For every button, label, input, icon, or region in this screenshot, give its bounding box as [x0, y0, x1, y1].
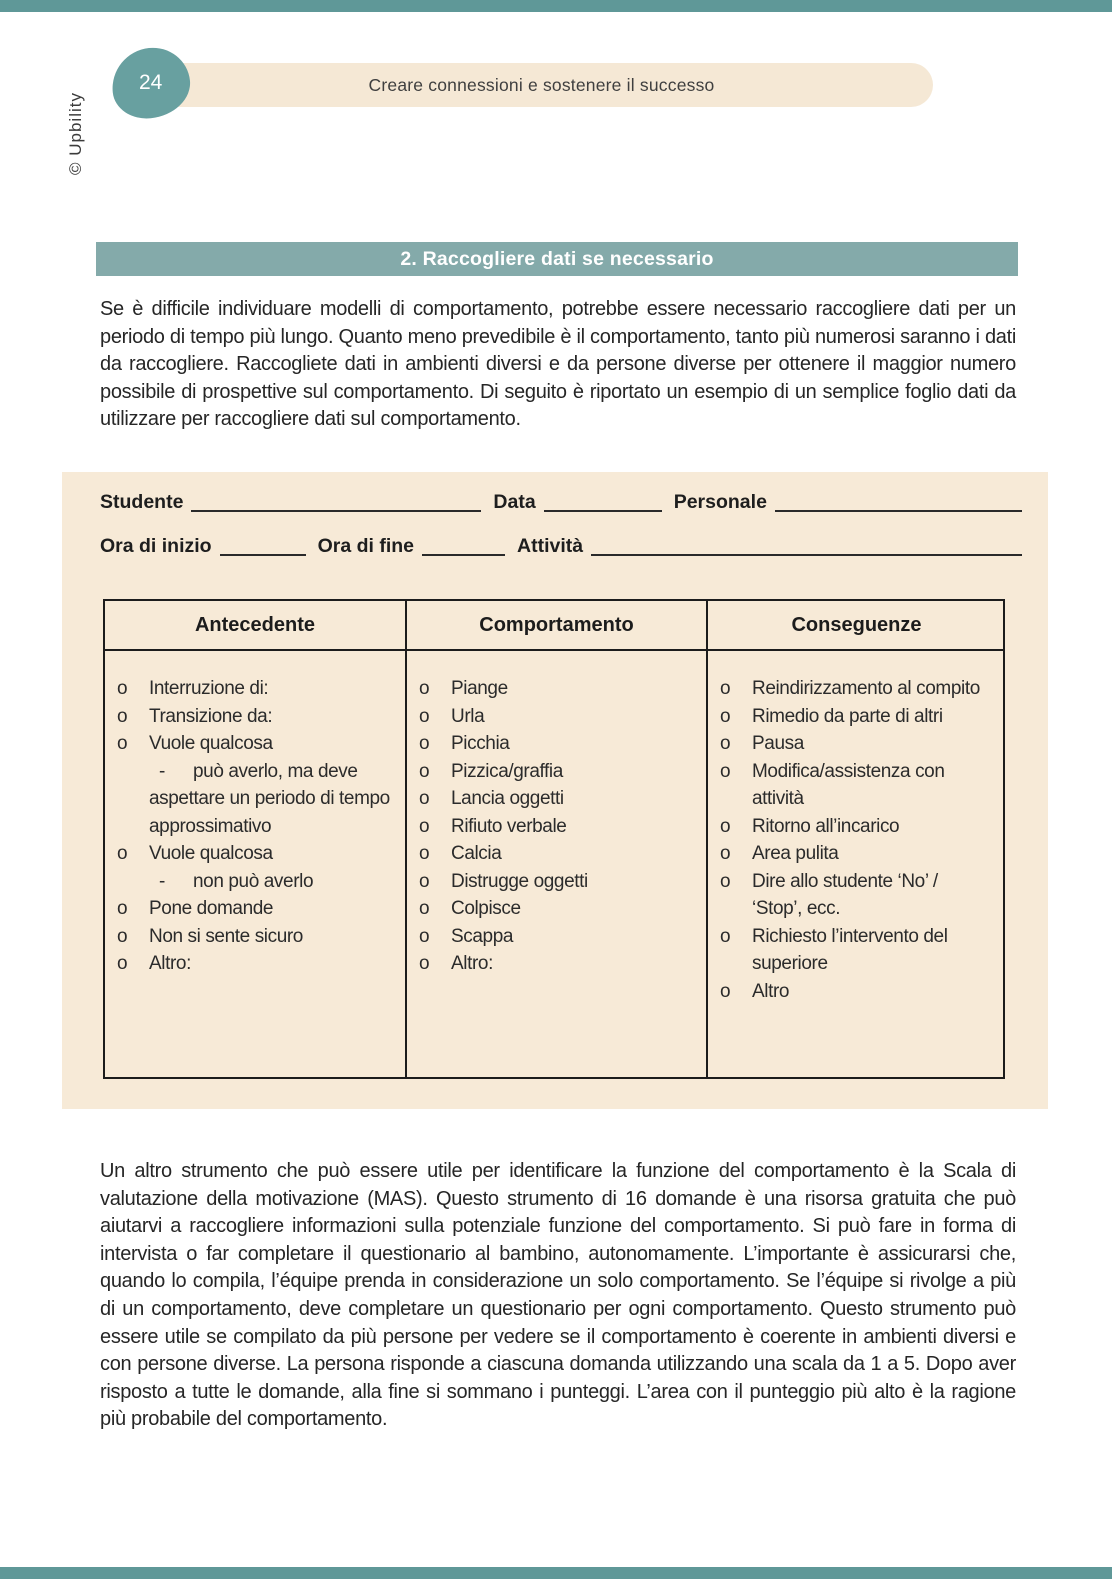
checkbox-marker: o [117, 953, 128, 974]
checkbox-marker: o [419, 953, 430, 974]
checkbox-marker: o [720, 843, 731, 864]
checklist-item [117, 730, 403, 758]
checklist-item [419, 785, 704, 813]
checklist-item [720, 703, 983, 731]
checklist-item-label: Ritorno all’incarico [752, 815, 900, 837]
form-blank-line-studente [191, 492, 481, 512]
checklist-item-label: Pone domande [149, 898, 274, 919]
checklist-item-label: Transizione da: [149, 705, 273, 727]
checklist-item-label: Vuole qualcosa [149, 733, 273, 754]
checklist-item [419, 868, 704, 896]
checklist-item-label: Pausa [752, 733, 804, 754]
checkbox-marker: o [117, 678, 128, 699]
data-sheet-panel [62, 472, 1048, 1109]
checklist-item [720, 840, 983, 868]
checkbox-marker: o [419, 925, 430, 947]
abc-data-table [103, 599, 1005, 1079]
checkbox-marker: o [419, 760, 430, 782]
checkbox-marker: o [720, 733, 731, 754]
dash-marker: - [159, 760, 165, 782]
checklist-item [117, 840, 403, 868]
checkbox-marker: o [720, 678, 731, 699]
checklist-item-label: Richiesto l’intervento del superiore [752, 925, 948, 974]
checkbox-marker: o [419, 788, 430, 809]
checklist-item-label: Rimedio da parte di altri [752, 705, 943, 727]
copyright-vertical-text: © Upbility [66, 92, 85, 175]
form-label-attivita: Attività [517, 535, 584, 557]
checklist-item [419, 730, 704, 758]
form-blank-line-ora-inizio [220, 536, 306, 556]
checklist-item [720, 923, 983, 978]
table-column-comportamento [407, 651, 708, 1077]
page-number-badge [109, 44, 194, 122]
checklist-item [419, 758, 704, 786]
checklist-item-label: Altro: [149, 953, 191, 974]
form-blank-line-data [544, 492, 662, 512]
checkbox-marker: o [720, 705, 731, 727]
bottom-accent-bar [0, 1567, 1112, 1579]
form-blank-line-personale [775, 492, 1022, 512]
checklist-item-label: Altro: [451, 953, 493, 974]
checklist-item-label: Dire allo studente ‘No’ / ‘Stop’, ecc. [752, 870, 938, 919]
checklist-item [117, 868, 403, 896]
checklist-item [419, 813, 704, 841]
checkbox-marker: o [720, 925, 731, 947]
checkbox-marker: o [720, 870, 731, 892]
checklist-item [117, 703, 403, 731]
checkbox-marker: o [720, 760, 731, 782]
form-label-studente: Studente [100, 491, 184, 513]
intro-paragraph: Se è difficile individuare modelli di comportamento, potrebbe essere necessario raccogliere dati per un periodo di tempo più lungo. Quanto meno prevedibile è il comportamento, tanto più numerosi saranno i dati da raccogliere. Raccogliete dati in ambienti diversi e da persone diverse per ottenere il maggior numero possibile di prospettive sul comportamento. Di seguito è riportato un esempio di un semplice foglio dati da utilizzare per raccogliere dati sul comportamento. [100, 298, 1016, 431]
table-header-conseguenze: Conseguenze [708, 601, 1005, 651]
checkbox-marker: o [419, 705, 430, 727]
checklist-item-label: Urla [451, 705, 485, 727]
checkbox-marker: o [419, 678, 430, 699]
checkbox-marker: o [117, 705, 128, 727]
table-header-antecedente: Antecedente [105, 601, 407, 651]
checklist-item-label: Distrugge oggetti [451, 870, 588, 892]
checklist-item-label: Non si sente sicuro [149, 925, 303, 947]
checklist-item [720, 675, 983, 703]
form-label-data: Data [493, 491, 536, 513]
checklist-item [117, 758, 403, 841]
checklist-item-label: Pizzica/graffia [451, 760, 563, 782]
checklist-item [419, 923, 704, 951]
checkbox-marker: o [117, 843, 128, 864]
checklist-item-label: Piange [451, 678, 508, 699]
checklist-item-label: Colpisce [451, 898, 521, 919]
checkbox-marker: o [117, 898, 128, 919]
checklist-item [720, 730, 983, 758]
checklist-item-label: non può averlo [193, 870, 314, 892]
checklist-item-label: Lancia oggetti [451, 788, 564, 809]
form-row-1 [100, 490, 1022, 514]
checklist-item [419, 950, 704, 978]
checklist-item-label: Scappa [451, 925, 514, 947]
checklist-item-label: Calcia [451, 843, 502, 864]
checklist-item [419, 675, 704, 703]
closing-paragraph: Un altro strumento che può essere utile per identificare la funzione del comportamento è la Scala di valutazione della motivazione (MAS). Questo strumento di 16 domande è una risorsa gratuita che può aiutarvi a raccogliere informazioni sulla potenziale funzione del comportamento. Si può fare in forma di intervista o far completare il questionario al bambino, autonomamente. L’importante è assicurarsi che, quando lo compila, l’équipe prenda in considerazione un solo comportamento. Se l’équipe si rivolge a più di un comportamento, deve completare un questionario per ogni comportamento. Questo strumento può essere utile se compilato da più persone per vedere se il comportamento è coerente in ambienti diversi e con persone diverse. La persona risponde a ciascuna domanda utilizzando una scala da 1 a 5. Dopo aver risposto a tutte le domande, alla fine si sommano i punteggi. L’area con il punteggio più alto è la ragione più probabile del comportamento. [100, 1160, 1016, 1431]
checklist-item [117, 950, 403, 978]
form-blank-line-attivita [591, 536, 1022, 556]
page-header-capsule [150, 63, 933, 107]
checklist-item [419, 895, 704, 923]
checklist-item [419, 703, 704, 731]
section-heading-bar [96, 242, 1018, 276]
checkbox-marker: o [419, 733, 430, 754]
checkbox-marker: o [419, 843, 430, 864]
form-label-ora-inizio: Ora di inizio [100, 535, 212, 557]
checklist-item-label: Area pulita [752, 843, 839, 864]
section-heading: 2. Raccogliere dati se necessario [400, 247, 714, 270]
page-number: 24 [139, 71, 163, 95]
checkbox-marker: o [720, 815, 731, 837]
checklist-item-label: Modifica/assistenza con attività [752, 760, 945, 809]
checklist-item [117, 923, 403, 951]
checkbox-marker: o [419, 870, 430, 892]
table-column-conseguenze [708, 651, 1005, 1077]
checklist-item-label: Altro [752, 980, 790, 1002]
checkbox-marker: o [419, 815, 430, 837]
checklist-item [720, 978, 983, 1006]
checklist-item-label: Picchia [451, 733, 510, 754]
checklist-item-label: può averlo, ma deve aspettare un periodo di tempo approssimativo [149, 760, 390, 837]
form-label-personale: Personale [673, 491, 767, 513]
checklist-item [720, 758, 983, 813]
checklist-item-label: Vuole qualcosa [149, 843, 273, 864]
checklist-item-label: Interruzione di: [149, 678, 269, 699]
top-accent-bar [0, 0, 1112, 12]
checklist-item [720, 868, 983, 923]
table-column-antecedente [105, 651, 407, 1077]
checkbox-marker: o [720, 980, 731, 1002]
page-header-title: Creare connessioni e sostenere il successo [368, 74, 715, 95]
checklist-item [117, 895, 403, 923]
dash-marker: - [159, 870, 165, 892]
form-blank-line-ora-fine [422, 536, 505, 556]
checkbox-marker: o [117, 733, 128, 754]
checklist-item [720, 813, 983, 841]
table-header-comportamento: Comportamento [407, 601, 708, 651]
form-row-2 [100, 534, 1022, 558]
checklist-item-label: Reindirizzamento al compito [752, 678, 980, 699]
checklist-item [117, 675, 403, 703]
form-label-ora-fine: Ora di fine [317, 535, 415, 557]
checklist-item-label: Rifiuto verbale [451, 815, 567, 837]
checkbox-marker: o [117, 925, 128, 947]
checklist-item [419, 840, 704, 868]
checkbox-marker: o [419, 898, 430, 919]
